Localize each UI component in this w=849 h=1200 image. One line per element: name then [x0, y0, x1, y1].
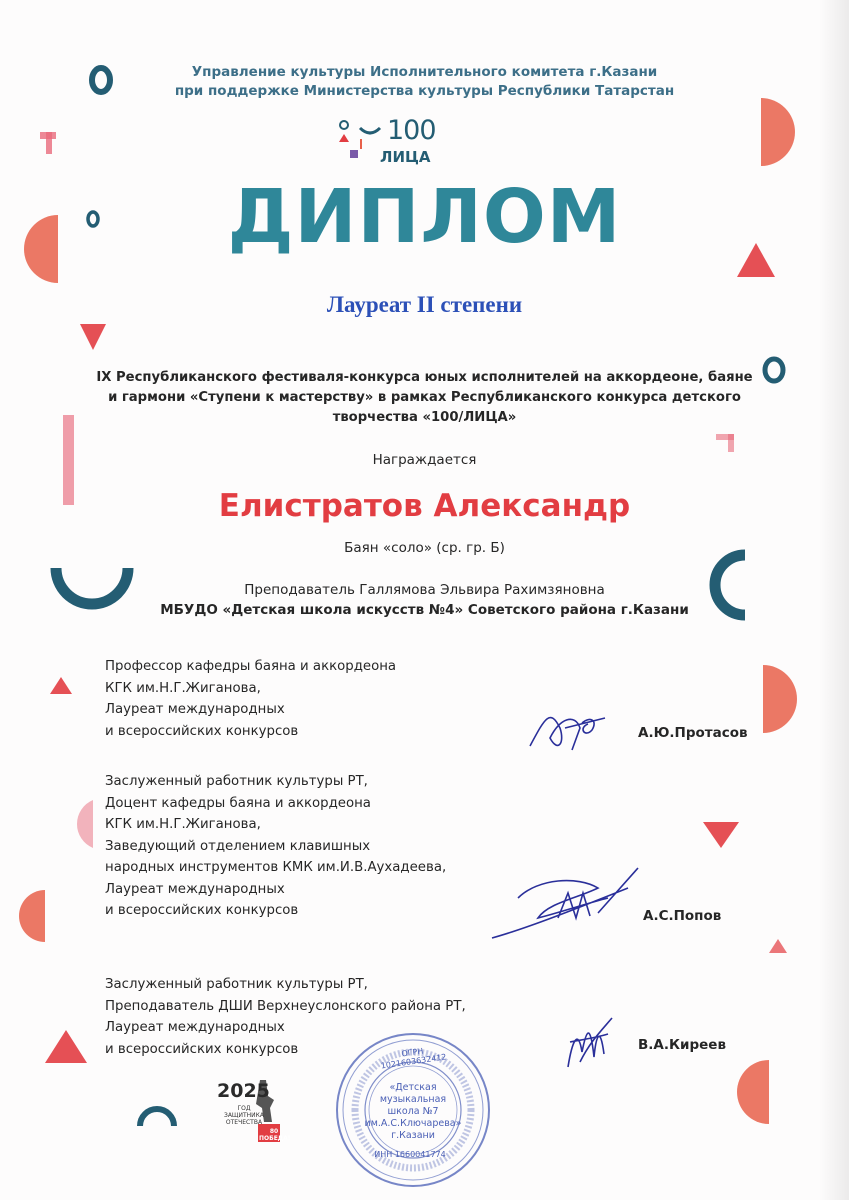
stamp-line: г.Казани [391, 1130, 435, 1141]
deco-triangle-right-2 [703, 822, 739, 848]
festival-line-1: IX Республиканского фестиваля-конкурса юных исполнителей на аккордеоне, баяне [96, 370, 753, 385]
signature-2 [488, 858, 648, 948]
laureate-degree: Лауреат II степени [326, 292, 523, 317]
jury-1-line: и всероссийских конкурсов [105, 723, 299, 739]
organizer-line-2: при поддержке Министерства культуры Республики Татарстан [174, 83, 675, 99]
teacher-info [0, 580, 849, 620]
recipient-name: Елистратов Александр [218, 488, 631, 524]
signature-3 [560, 1012, 620, 1074]
jury-3-line: Преподаватель ДШИ Верхнеуслонского района РТ, [105, 998, 466, 1014]
stamp-line: им.А.С.Ключарева» [364, 1118, 462, 1129]
deco-triangle-left-1 [80, 324, 106, 350]
jury-1-line: КГК им.Н.Г.Жиганова, [105, 680, 261, 696]
jury-1-line: Лауреат международных [105, 702, 285, 717]
deco-arc-right-1 [761, 98, 795, 166]
diploma-title: ДИПЛОМ [227, 174, 622, 260]
logo-triangle-icon [339, 134, 349, 142]
jury-2-line: народных инструментов КМК им.И.В.Аухадеева, [105, 860, 447, 875]
deco-arc-right-3 [763, 665, 797, 733]
logo-dot-icon [340, 121, 348, 129]
stamp-line: «Детская [389, 1082, 437, 1093]
nomination: Баян «соло» (ср. гр. Б) [344, 540, 505, 556]
deco-triangle-left-3 [45, 1030, 87, 1063]
victory-label: 80 ПОБЕДА! [259, 1128, 291, 1142]
deco-triangle-right-3 [769, 939, 787, 953]
jury-member-2-title [105, 771, 446, 922]
festival-line-3: творчества «100/ЛИЦА» [332, 410, 517, 425]
jury-3-line: Лауреат международных [105, 1020, 285, 1035]
deco-arc-right-4 [737, 1060, 769, 1124]
jury-2-line: и всероссийских конкурсов [105, 903, 299, 918]
year-number: 2025 [217, 1080, 270, 1102]
festival-line-2: и гармони «Ступени к мастерству» в рамках Республиканского конкурса детского [108, 390, 741, 405]
deco-bar-right-1b [728, 434, 734, 452]
festival-description [80, 368, 769, 428]
deco-triangle-left-2 [50, 677, 72, 694]
jury-1-line: Профессор кафедры баяна и аккордеона [105, 659, 397, 674]
school-name: МБУДО «Детская школа искусств №4» Советского района г.Казани [160, 602, 689, 618]
stamp-ogrn: ОГРН 1021603632412 [380, 1046, 448, 1071]
jury-2-line: КГК им.Н.Г.Жиганова, [105, 817, 261, 832]
logo-word: ЛИЦА [380, 148, 431, 166]
jury-2-line: Доцент кафедры баяна и аккордеона [105, 795, 371, 811]
stamp-line: школа №7 [387, 1106, 439, 1117]
logo-number: 100 [387, 115, 436, 146]
jury-member-2-name: А.С.Попов [643, 908, 722, 924]
deco-arc-left-5 [140, 1109, 174, 1126]
stamp-center-text [333, 1082, 493, 1142]
teacher-name: Преподаватель Галлямова Эльвира Рахимзяновна [244, 582, 605, 598]
jury-2-line: Заведующий отделением клавишных [105, 838, 371, 854]
jury-member-3-name: В.А.Киреев [638, 1037, 727, 1053]
signature-1 [520, 698, 610, 758]
awarded-label: Награждается [372, 452, 477, 468]
stamp-line: музыкальная [379, 1094, 447, 1105]
year-caption: ГОД ЗАЩИТНИКА ОТЕЧЕСТВА [223, 1105, 265, 1126]
jury-3-line: и всероссийских конкурсов [105, 1041, 299, 1057]
jury-member-1-name: А.Ю.Протасов [638, 725, 748, 741]
deco-bar-left-1b [46, 132, 52, 154]
logo-smile-icon [360, 128, 380, 133]
logo-square-icon [350, 150, 358, 158]
organizer-line-1: Управление культуры Исполнительного комитета г.Казани [191, 64, 658, 80]
jury-2-line: Заслуженный работник культуры РТ, [105, 774, 368, 789]
deco-arc-left-4 [19, 890, 45, 942]
jury-3-line: Заслуженный работник культуры РТ, [105, 977, 368, 992]
logo-bar-icon [360, 139, 362, 149]
deco-arc-left-3 [77, 800, 93, 848]
jury-member-1-title [105, 656, 396, 742]
jury-2-line: Лауреат международных [105, 881, 285, 897]
stamp-inn: ИНН 1660041774 [374, 1150, 446, 1159]
